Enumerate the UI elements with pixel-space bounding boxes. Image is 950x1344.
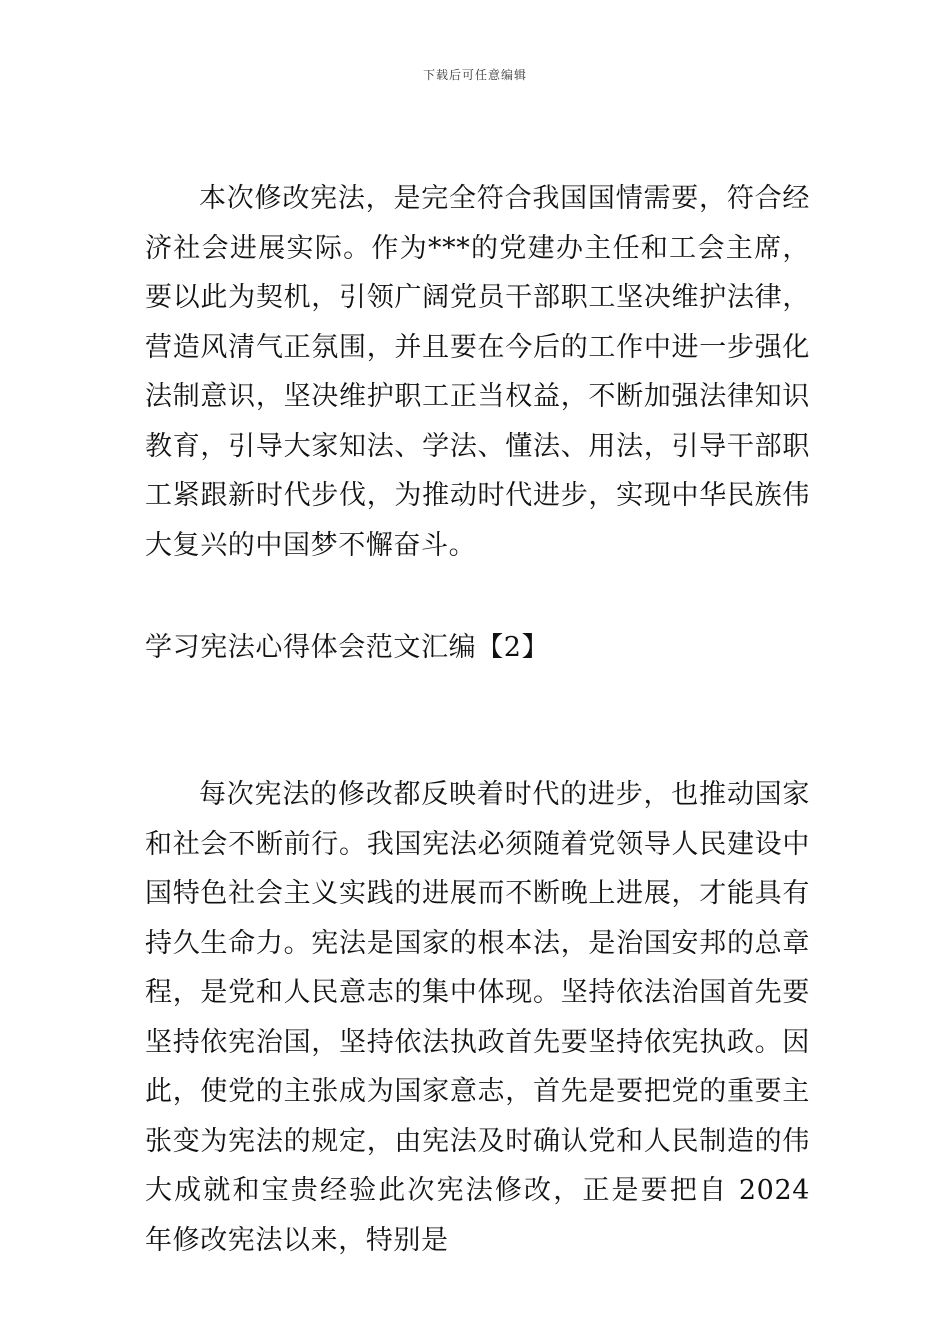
section-heading: 学习宪法心得体会范文汇编【2】: [145, 632, 550, 663]
page-header-note: 下载后可任意编辑: [422, 68, 527, 82]
body-paragraph: 本次修改宪法，是完全符合我国国情需要，符合经济社会进展实际。作为***的党建办主任和工会主席，要以此为契机，引领广阔党员干部职工坚决维护法律，营造风清气正氛围，并且要在今后的工作中进一步强化法制意识，坚决维护职工正当权益，不断加强法律知识教育，引导大家知法、学法、懂法、用法，引导干部职工紧跟新时代步伐，为推动时代进步，实现中华民族伟大复兴的中国梦不懈奋斗。: [145, 183, 810, 561]
body-paragraph: 每次宪法的修改都反映着时代的进步，也推动国家和社会不断前行。我国宪法必须随着党领导人民建设中国特色社会主义实践的进展而不断晚上进展，才能具有持久生命力。宪法是国家的根本法，是治国安邦的总章程，是党和人民意志的集中体现。坚持依法治国首先要坚持依宪治国，坚持依法执政首先要坚持依宪执政。因此，使党的主张成为国家意志，首先是要把党的重要主张变为宪法的规定，由宪法及时确认党和人民制造的伟大成就和宝贵经验此次宪法修改，正是要把自 2024 年修改宪法以来，特别是: [145, 779, 810, 1256]
